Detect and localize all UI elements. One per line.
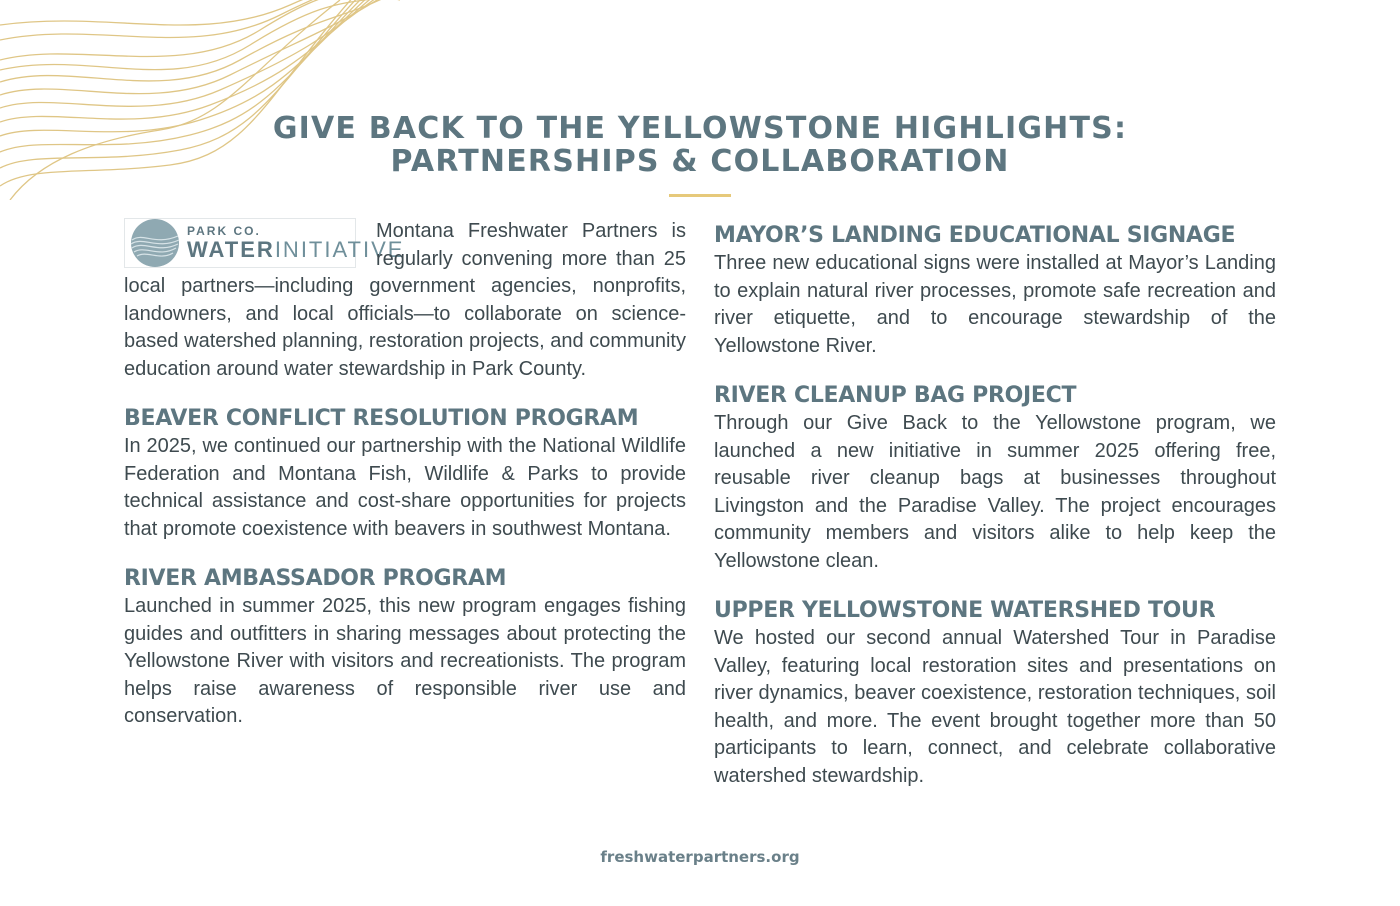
- page-title: [0, 112, 1400, 178]
- footer-website: freshwaterpartners.org: [600, 848, 800, 866]
- logo-water-text: WATER: [187, 236, 275, 262]
- section-cleanup-bag: [714, 382, 1276, 575]
- section-beaver-conflict: [124, 405, 686, 543]
- section-body: In 2025, we continued our partnership with the National Wildlife Federation and Montana Fish, Wildlife & Parks to provide technical assistance and cost-share opportunities for projects that promote coexistence with beavers in southwest Montana.: [124, 435, 686, 540]
- section-mayors-landing: [714, 222, 1276, 360]
- page-title-line-1: GIVE BACK TO THE YELLOWSTONE HIGHLIGHTS:: [272, 111, 1128, 146]
- section-body: We hosted our second annual Watershed Tour in Paradise Valley, featuring local restoration sites and presentations on river dynamics, beaver coexistence, restoration techniques, soil health, and more. The event brought together more than 50 participants to learn, connect, and celebrate collaborative watershed stewardship.: [714, 627, 1276, 787]
- section-river-ambassador: [124, 565, 686, 731]
- logo-wordmark: [187, 225, 404, 262]
- section-heading: UPPER YELLOWSTONE WATERSHED TOUR: [714, 598, 1216, 623]
- title-divider: [669, 194, 731, 197]
- logo-top-text: PARK CO.: [187, 223, 261, 238]
- section-heading: RIVER AMBASSADOR PROGRAM: [124, 566, 507, 591]
- right-column: [714, 222, 1276, 812]
- intro-section: [124, 218, 686, 383]
- logo-bottom-text: [187, 238, 404, 262]
- intro-paragraph: Montana Freshwater Partners is regularly convening more than 25 local partners—including government agencies, nonprofits, landowners, and local officials—to collaborate on science-based watershed planning, restoration projects, and community education around water stewardship in Park County.: [124, 220, 686, 380]
- section-body: Launched in summer 2025, this new program engages fishing guides and outfitters in sharing messages about protecting the Yellowstone River with visitors and recreationists. The program helps raise awareness of responsible river use and conservation.: [124, 595, 686, 727]
- section-watershed-tour: [714, 597, 1276, 790]
- water-wave-logo-icon: [125, 218, 185, 268]
- left-column: [124, 218, 686, 753]
- section-body: Three new educational signs were installed at Mayor’s Landing to explain natural river processes, promote safe recreation and river etiquette, and to encourage stewardship of the Yellowstone River.: [714, 252, 1276, 357]
- section-body: Through our Give Back to the Yellowstone program, we launched a new initiative in summer 2025 offering free, reusable river cleanup bags at businesses throughout Livingston and the Paradise Valley. The project encourages community members and visitors alike to help keep the Yellowstone clean.: [714, 412, 1276, 572]
- section-heading: MAYOR’S LANDING EDUCATIONAL SIGNAGE: [714, 223, 1236, 248]
- page-title-line-2: PARTNERSHIPS & COLLABORATION: [390, 144, 1010, 179]
- logo-initiative-text: INITIATIVE: [274, 236, 405, 262]
- section-heading: BEAVER CONFLICT RESOLUTION PROGRAM: [124, 406, 639, 431]
- park-co-water-initiative-logo: [124, 218, 405, 268]
- section-heading: RIVER CLEANUP BAG PROJECT: [714, 383, 1077, 408]
